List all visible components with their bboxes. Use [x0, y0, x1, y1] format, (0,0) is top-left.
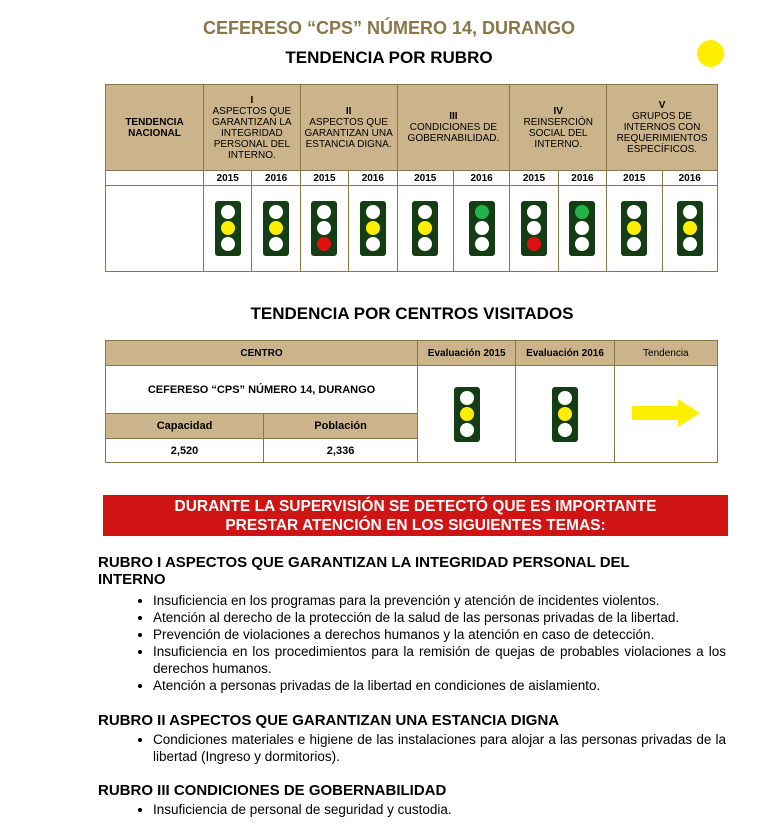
light-row: [106, 186, 718, 272]
list-item: • Insuficiencia en los procedimientos para la remisión de quejas de probables violaciones a los derechos humanos.: [153, 643, 726, 677]
red-bulb: [460, 423, 474, 437]
list-item: • Condiciones materiales e higiene de las instalaciones para alojar a las personas privadas de la libertad (Ingreso y dormitorios).: [153, 731, 726, 765]
eval-2015-cell: [418, 366, 516, 463]
list-item: • Atención al derecho de la protección de la salud de las personas privadas de la libertad.: [153, 609, 726, 626]
rubro-light-cell: [453, 186, 509, 272]
red-bulb: [683, 237, 697, 251]
capacidad-value: 2,520: [106, 439, 264, 463]
banner-line-2: PRESTAR ATENCIÓN EN LOS SIGUIENTES TEMAS:: [225, 517, 606, 534]
eval-2015-header: Evaluación 2015: [418, 341, 516, 366]
red-bulb: [366, 237, 380, 251]
traffic-light-icon: [621, 201, 647, 256]
year-label: 2016: [252, 171, 300, 186]
year-row: [106, 171, 718, 186]
yellow-bulb: [366, 221, 380, 235]
rubro-table: [105, 84, 718, 272]
traffic-light-icon: [360, 201, 386, 256]
green-bulb: [418, 205, 432, 219]
yellow-bulb: [221, 221, 235, 235]
yellow-bulb: [575, 221, 589, 235]
document-title: CEFERESO “CPS” NÚMERO 14, DURANGO: [202, 18, 576, 38]
list-item: • Prevención de violaciones a derechos humanos y la atención en caso de detección.: [153, 626, 726, 643]
red-bulb: [575, 237, 589, 251]
rubro-light-cell: [662, 186, 717, 272]
list-item: • Insuficiencia de personal de seguridad y custodia.: [153, 801, 726, 818]
year-label: 2015: [397, 171, 453, 186]
list-item: • Insuficiencia en los programas para la prevención y atención de incidentes violentos.: [153, 592, 726, 609]
traffic-light-icon: [263, 201, 289, 256]
centro-name: CEFERESO “CPS” NÚMERO 14, DURANGO: [106, 366, 418, 414]
red-bulb: [627, 237, 641, 251]
year-label: 2015: [607, 171, 662, 186]
red-bulb: [269, 237, 283, 251]
red-bulb: [558, 423, 572, 437]
attention-banner: [103, 495, 728, 536]
yellow-bulb: [475, 221, 489, 235]
right-arrow-icon: [632, 399, 700, 427]
yellow-bulb: [683, 221, 697, 235]
section-heading-3: RUBRO III CONDICIONES DE GOBERNABILIDAD: [98, 782, 447, 799]
green-bulb: [683, 205, 697, 219]
list-item: • Atención a personas privadas de la libertad en condiciones de aislamiento.: [153, 677, 726, 694]
traffic-light-icon: [215, 201, 241, 256]
traffic-light-icon: [412, 201, 438, 256]
green-bulb: [221, 205, 235, 219]
green-bulb: [475, 205, 489, 219]
rubro-light-cell: [300, 186, 348, 272]
rubro-light-cell: [349, 186, 397, 272]
red-bulb: [221, 237, 235, 251]
year-label: 2016: [662, 171, 717, 186]
section-list-1: [115, 592, 726, 694]
rubro-header-1: I ASPECTOS QUE GARANTIZAN LA INTEGRIDAD PERSONAL DEL INTERNO.: [204, 85, 301, 171]
rubro-light-cell: [510, 186, 558, 272]
capacidad-label: Capacidad: [106, 414, 264, 439]
yellow-bulb: [527, 221, 541, 235]
yellow-bulb: [627, 221, 641, 235]
green-bulb: [317, 205, 331, 219]
year-label: 2015: [510, 171, 558, 186]
green-bulb: [575, 205, 589, 219]
year-label: 2016: [453, 171, 509, 186]
centros-heading: TENDENCIA POR CENTROS VISITADOS: [250, 304, 574, 323]
section-heading-2: RUBRO II ASPECTOS QUE GARANTIZAN UNA ESTANCIA DIGNA: [98, 712, 560, 729]
section-heading-1: RUBRO I ASPECTOS QUE GARANTIZAN LA INTEGRIDAD PERSONAL DEL INTERNO: [98, 554, 630, 588]
banner-line-1: DURANTE LA SUPERVISIÓN SE DETECTÓ QUE ES IMPORTANTE: [174, 498, 657, 515]
yellow-dot-icon: [697, 40, 724, 67]
tendencia-nacional-header: TENDENCIA NACIONAL: [106, 85, 204, 171]
year-label: 2015: [204, 171, 252, 186]
traffic-light-icon: [552, 387, 578, 442]
green-bulb: [460, 391, 474, 405]
red-bulb: [418, 237, 432, 251]
traffic-light-icon: [454, 387, 480, 442]
red-bulb: [317, 237, 331, 251]
yellow-bulb: [418, 221, 432, 235]
tendencia-header: Tendencia: [614, 341, 717, 366]
green-bulb: [627, 205, 641, 219]
yellow-bulb: [317, 221, 331, 235]
rubro-header-5: V GRUPOS DE INTERNOS CON REQUERIMIENTOS ESPECÍFICOS.: [607, 85, 718, 171]
centro-header: CENTRO: [106, 341, 418, 366]
rubro-light-cell: [558, 186, 606, 272]
tendencia-cell: [614, 366, 717, 463]
rubro-light-cell: [204, 186, 252, 272]
rubro-header-2: II ASPECTOS QUE GARANTIZAN UNA ESTANCIA DIGNA.: [300, 85, 397, 171]
poblacion-label: Población: [264, 414, 418, 439]
rubro-header-4: IV REINSERCIÓN SOCIAL DEL INTERNO.: [510, 85, 607, 171]
rubro-header-3: III CONDICIONES DE GOBERNABILIDAD.: [397, 85, 510, 171]
rubro-heading: TENDENCIA POR RUBRO: [285, 48, 493, 67]
yellow-bulb: [460, 407, 474, 421]
traffic-light-icon: [311, 201, 337, 256]
traffic-light-icon: [677, 201, 703, 256]
section-list-3: [115, 801, 726, 818]
centros-table: [105, 340, 718, 463]
green-bulb: [366, 205, 380, 219]
year-label: 2016: [558, 171, 606, 186]
traffic-light-icon: [521, 201, 547, 256]
green-bulb: [558, 391, 572, 405]
green-bulb: [269, 205, 283, 219]
light-spacer-cell: [106, 186, 204, 272]
green-bulb: [527, 205, 541, 219]
poblacion-value: 2,336: [264, 439, 418, 463]
rubro-light-cell: [397, 186, 453, 272]
eval-2016-header: Evaluación 2016: [516, 341, 614, 366]
year-label: 2016: [349, 171, 397, 186]
traffic-light-icon: [569, 201, 595, 256]
year-label: 2015: [300, 171, 348, 186]
eval-2016-cell: [516, 366, 614, 463]
red-bulb: [475, 237, 489, 251]
traffic-light-icon: [469, 201, 495, 256]
yellow-bulb: [558, 407, 572, 421]
yellow-bulb: [269, 221, 283, 235]
year-spacer-cell: [106, 171, 204, 186]
section-list-2: [115, 731, 726, 765]
rubro-light-cell: [607, 186, 662, 272]
red-bulb: [527, 237, 541, 251]
rubro-light-cell: [252, 186, 300, 272]
